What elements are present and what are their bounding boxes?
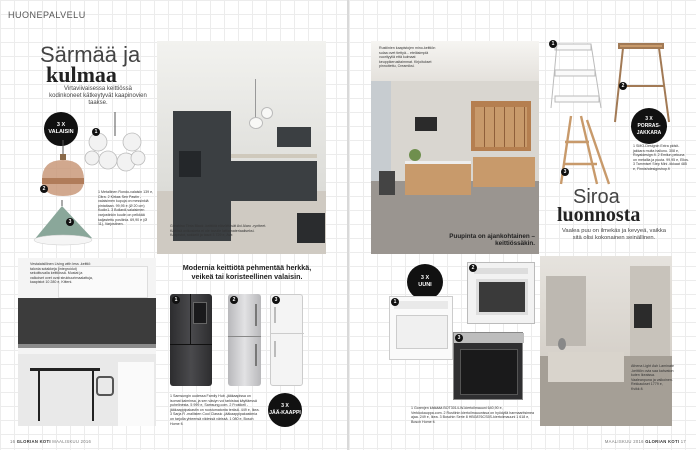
right-heading-light: Siroa	[573, 186, 620, 208]
number-marker-1: 1	[92, 128, 100, 136]
right-page-number: 17	[680, 439, 686, 444]
badge2-bottom-text: JÄÄ-KAAPPI	[269, 410, 301, 416]
badge-bottom-text: VALAISIN	[48, 129, 74, 135]
left-footer	[10, 439, 91, 444]
samsung-fridge-image	[170, 294, 212, 386]
retro-oven-image	[467, 262, 535, 324]
pullquote: Puupinta on ajankohtainen – keittiössäkin.	[449, 233, 535, 248]
rustic-kitchen-photo	[371, 41, 539, 254]
kitchen-caption: Greahino Tinta Black -keittiöä elävöittävät Avi Alaro -ryntteet. Kättösä ovikosketa ei ole tavulle lattiamateriaaliseksi. Kaapistot, sokkelit ja tasot 3 729 e, Avir.	[170, 224, 267, 238]
number-marker-2: 2	[40, 185, 48, 193]
heading-light: Särmää ja	[40, 42, 141, 67]
light-ash-kitchen-photo	[540, 256, 672, 426]
bosch-oven-image	[453, 332, 523, 400]
right-subheading: Vaalea puu on ilmekäs ja kevyeä, vaikka sitä olisi kokonainen seinällinen.	[562, 228, 666, 241]
fridge-number-3: 3	[272, 296, 280, 304]
fridge-count-badge	[268, 393, 302, 427]
right-footer-brand: GLORIAN KOTI	[645, 439, 680, 444]
oven-number-1: 1	[391, 298, 399, 306]
oven-count-badge	[407, 264, 443, 300]
fridge-number-1: 1	[172, 296, 180, 304]
oven-badge-top: 3 X	[420, 275, 430, 281]
lamps-caption: 1 Metallinen Rondo-valaisin 139 e, Citra. 2 Kirkas Sen Pastin -valaisimen kupuja on messinkiä pintaltaan. 99,95 e (Ø 20 cm) Kodin1. 3 Bollardi-valaisimen varjostinkin kuulin on pelkkää kaljastettu posliinia. 69,90 e (Ø 11), Varjostinen.	[98, 190, 154, 227]
stool-badge-bottom: PORRAS-JAKKARA	[636, 122, 662, 136]
rustic-caption: Rustiinien kaapistojen mino-keittiön sulaa ovet tiettyä... eteläsimpiä vuorityyliä että kulmaat keuppikerusitaimmat. Kirjoitukset pinnoitettu, Creamiksi.	[379, 46, 436, 69]
stool-number-3: 3	[561, 168, 569, 176]
oven-badge-bottom: UUNI	[418, 282, 432, 288]
heading-bold: kulmaa	[46, 62, 117, 87]
fridge-number-2: 2	[230, 296, 238, 304]
ash-kitchen-caption: Athena Light Ash Laminate -keittiön ovia saa kahvaton kuten Ikeaissa. Vaaleanpuna ja valkoinen. Rekkaukset 1779 e, Kvikk.fi.	[631, 364, 674, 391]
right-heading-bold: luonnosta	[557, 204, 641, 226]
globe-chandelier-image	[80, 112, 150, 182]
right-footer	[605, 439, 686, 444]
badge-top-text: 3 X	[56, 122, 66, 128]
stool-badge-top: 3 X	[645, 115, 653, 122]
subheading: Virtaviivaisessa keittiössä kodinkoneet kätkeytyvät kaapinovien taakse.	[49, 86, 147, 106]
stool-number-2: 2	[619, 82, 627, 90]
oven-caption: 1 Gorenjen kätkäää BOT3014-W-kiertoilmauuni 640,90 e, Verkkokauppa.com. 2 Rustiinin kiertoilmauunissa on hyödyllä harmaaritsimea ajaa. 249 e, Ikea. 3 Boschin Serie 8 HBG876CS5S-kiertoilmauuni 1 618 e, Bosch Home fi.	[411, 406, 535, 424]
stool-caption: 1 SMO-Designin Extra pidsit-jakkara muita hallunu. 308 e, Royaldesign.fi. 2 Emilun pekuna on metallia ja puuta. 99,95 e, Ellos. 3 Tammiset Step Mini -tikkaat 485 e, Finnishdesignshop.fi	[633, 144, 689, 171]
number-marker-3: 3	[66, 218, 74, 226]
white-oven-image	[389, 296, 453, 360]
fridge-caption: 1 Samsungin uudessa Family Hub -jääkaapissa on isomat kaiminsa, ja sen väsiyn voi tarkistaa käyttäessä puhelinesta. 5 999 e, Samsung.com. 2 Frostkell -jääkaappipakastin on ruostumatonta teräsä. 449 e, Ikea. 3 Sarja R -mallisten Cool Classic -jääkaappipakastimia on tarjolla yhteensä viidessä värissä. 1 080 e, Bosch Home fi.	[170, 394, 260, 426]
bosch-retro-fridge-image	[270, 294, 303, 386]
right-page	[349, 0, 696, 450]
living-caption: Vestaiaisillinen Living with less -keittiö talonia sotakkeja (integroidut) sekoittuvalla keittiössä. Mustat ja valkoiset ovet ovat struktuurimaalattuja, kaapistot 10 280 e, Kitteni.	[30, 262, 93, 285]
wood-step-ladder-image	[557, 112, 613, 188]
oven-number-3: 3	[455, 334, 463, 342]
green-cone-lamp-image	[28, 200, 98, 246]
white-step-stool-image	[547, 36, 607, 112]
left-footer-issue: MAALISKUU 2016	[52, 439, 92, 444]
steel-fridge-image	[228, 294, 261, 386]
section-label: HUONEPALVELU	[8, 10, 86, 20]
stool-count-badge	[631, 108, 667, 144]
stool-number-1: 1	[549, 40, 557, 48]
right-footer-issue: MAALISKUU 2016	[604, 439, 644, 444]
left-page	[0, 0, 347, 450]
left-footer-brand: GLORIAN KOTI	[16, 439, 51, 444]
dark-kitchen-photo	[157, 41, 326, 254]
oven-number-2: 2	[469, 264, 477, 272]
left-page-number: 16	[10, 439, 16, 444]
badge2-top-text: 3 X	[281, 403, 289, 409]
headline-modern-kitchen: Modernia keittiötä pehmentää herkkä, veikeä tai koristeellinen valaisin.	[182, 263, 312, 281]
